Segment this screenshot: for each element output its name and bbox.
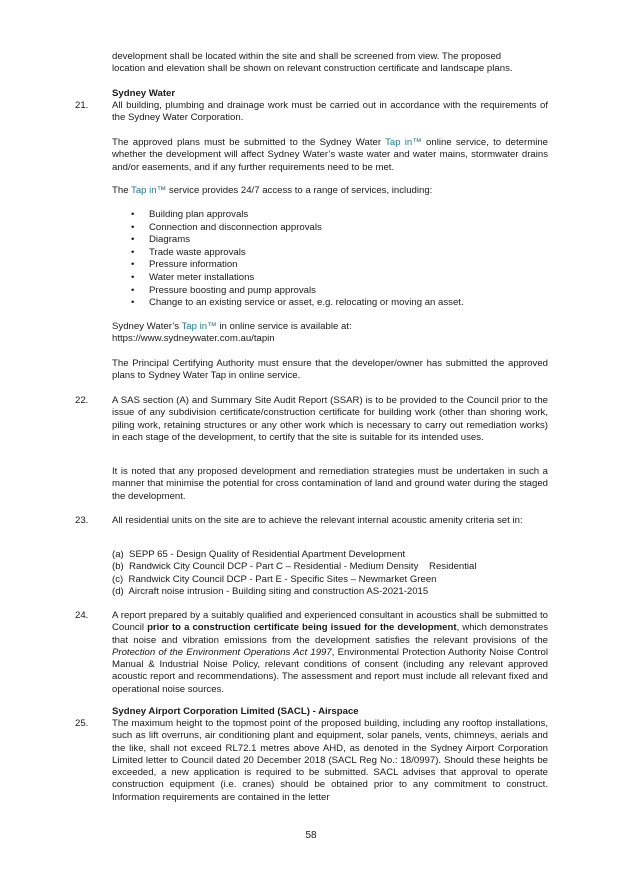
condition-22-paragraph-1: A SAS section (A) and Summary Site Audit Report (SSAR) is to be provided to the Council prior to the issue of any subdivision certificate/construction certificate for building work (other than shoring work, piling work, retaining structures or any other work which is necessary to carry out remediation works) in each stage of the development, to certify that the site is suitable for its intended uses. (112, 395, 548, 443)
page-number: 58 (305, 830, 317, 841)
condition-21-paragraph-1: All building, plumbing and drainage work must be carried out in accordance with the requirements of the Sydney Water Corporation. (112, 100, 548, 124)
condition-22-paragraph-2: It is noted that any proposed development and remediation strategies must be undertaken in such a manner that minimise the potential for cross contamination of land and ground water during the staged the development. (112, 466, 548, 502)
condition-25-paragraph: The maximum height to the topmost point of the proposed building, including any rooftop installations, such as lift overruns, air conditioning plant and equipment, solar panels, vents, chimneys, aerials and the like, shall not exceed RL72.1 metres above AHD, as denoted in the Sydney Airport Corporation Limited letter to Council dated 20 December 2018 (SACL Reg No.: 18/0997). Should these heights be exceeded, a new application is required to be submitted. SACL advises that approval to operate construction equipment (i.e. cranes) should be obtained prior to any commitment to construct. Information requirements are contained in the letter (112, 718, 548, 803)
c24-text-3: , which demonstrates that noise and vibration emissions from the development satisfies the relevant provisions of the (112, 622, 548, 646)
list-item: • Trade waste approvals (112, 247, 548, 260)
acoustic-criteria-list (112, 549, 548, 598)
c24-bold-text: prior to a construction certificate being issued for the development (147, 622, 457, 634)
list-item: (a) SEPP 65 - Design Quality of Residential Apartment Development (112, 549, 406, 560)
condition-24-paragraph (112, 610, 548, 696)
condition-number-21: 21. (75, 100, 89, 111)
condition-21-paragraph-2 (112, 137, 548, 174)
sydney-water-heading: Sydney Water (112, 88, 176, 99)
condition-number-24: 24. (75, 610, 89, 621)
p2-before: The approved plans must be submitted to the Sydney Water (112, 137, 386, 148)
services-list (112, 209, 548, 310)
list-item: • Pressure information (112, 259, 548, 272)
c24-act-title: Protection of the Environment Operations Act 1997 (112, 646, 332, 658)
c24-text-1: A report prepared by a suitably qualified and experienced consultant in acoustics shall be submitted to Council (112, 610, 548, 634)
tap-in-link[interactable]: Tap in™ (181, 321, 217, 332)
intro-paragraph (112, 51, 548, 76)
list-item: (c) Randwick City Council DCP - Part E - Specific Sites – Newmarket Green (112, 573, 437, 585)
tap-in-link[interactable]: Tap in™ (131, 185, 167, 196)
c24-text-5: , Environmental Protection Authority Noise Control Manual & Industrial Noise Policy, relevant conditions of consent (including any relevant approved acoustic report and recommendations). The assessment and report must include all relevant fixed and operational noise sources. (112, 646, 548, 695)
condition-23-paragraph-1: All residential units on the site are to achieve the relevant internal acoustic amenity criteria set in: (112, 515, 523, 526)
p4-after: in online service is available at: (216, 321, 352, 332)
list-item: • Change to an existing service or asset, e.g. relocating or moving an asset. (112, 297, 548, 310)
list-item: • Water meter installations (112, 272, 548, 285)
intro-line-2: location and elevation shall be shown on relevant construction certificate and landscape plans. (112, 63, 513, 75)
p4-before: Sydney Water’s (112, 321, 182, 332)
condition-number-22: 22. (75, 395, 89, 406)
condition-21-paragraph-4 (112, 321, 548, 346)
list-item: (d) Aircraft noise intrusion - Building siting and construction AS-2021-2015 (112, 585, 429, 597)
p3-before: The (112, 185, 132, 196)
condition-21-paragraph-3 (112, 185, 548, 197)
intro-line-1: development shall be located within the site and shall be screened from view. The proposed (112, 51, 502, 62)
sacl-heading: Sydney Airport Corporation Limited (SACL) - Airspace (112, 706, 359, 717)
condition-21-paragraph-5: The Principal Certifying Authority must ensure that the developer/owner has submitted the approved plans to Sydney Water Tap in online service. (112, 358, 548, 382)
p2-after: online service, to determine whether the development will affect Sydney Water’s waste water and water mains, stormwater drains and/or easements, and if any further requirements need to be met. (112, 137, 549, 173)
list-item: • Building plan approvals (112, 209, 548, 222)
list-item: • Diagrams (112, 234, 548, 247)
tap-in-link[interactable]: Tap in™ (385, 137, 422, 148)
condition-number-25: 25. (75, 718, 89, 729)
list-item: • Connection and disconnection approvals (112, 222, 548, 235)
list-item: • Pressure boosting and pump approvals (112, 285, 548, 298)
p3-after: service provides 24/7 access to a range of services, including: (166, 185, 433, 196)
list-item: (b) Randwick City Council DCP - Part C – Residential - Medium Density Residential (112, 561, 477, 573)
condition-number-23: 23. (75, 515, 89, 526)
tapin-url[interactable]: https://www.sydneywater.com.au/tapin (112, 333, 275, 345)
